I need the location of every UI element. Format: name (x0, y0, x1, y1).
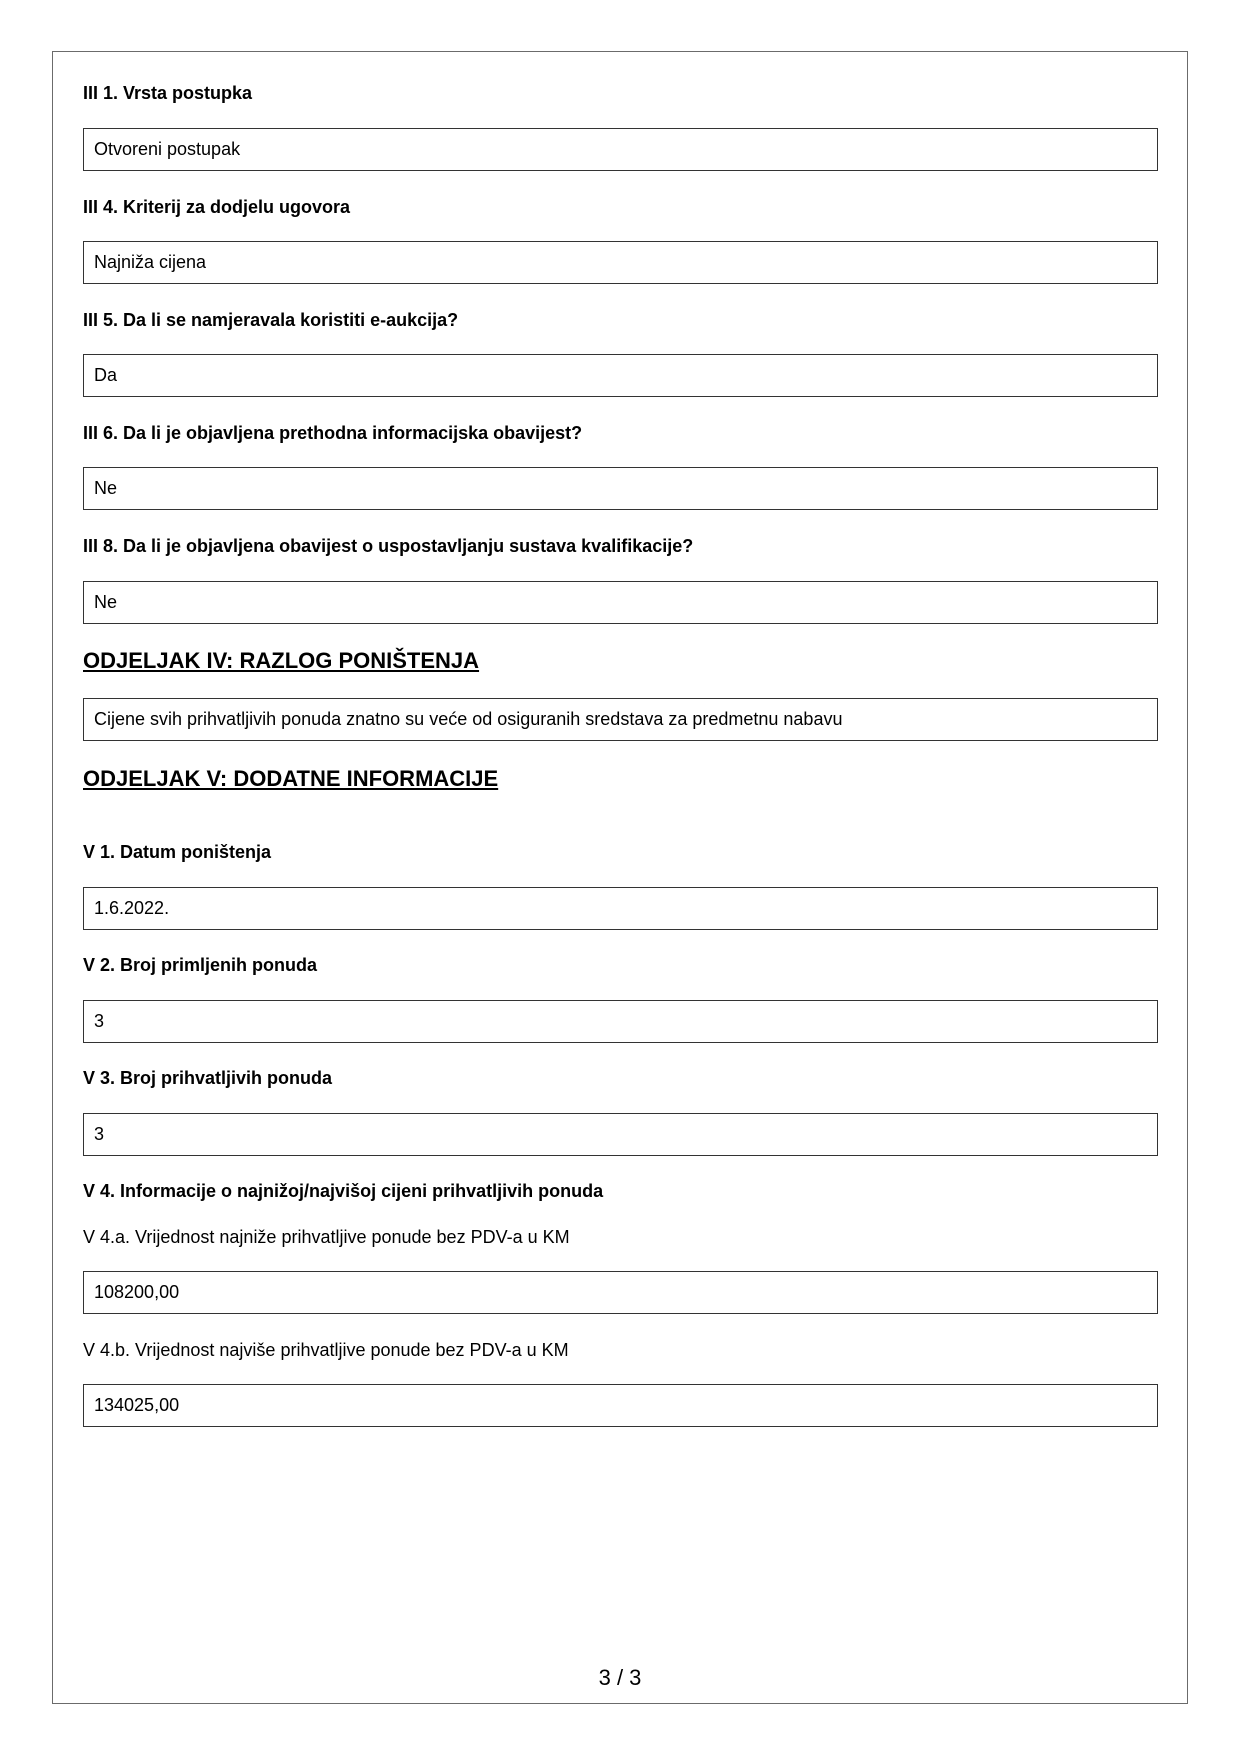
page-number: 3 / 3 (598, 1665, 642, 1690)
section-v-heading: ODJELJAK V: DODATNE INFORMACIJE (83, 766, 499, 791)
field-value-cancellation-date: 1.6.2022. (83, 887, 1158, 930)
field-value-qualification-system: Ne (83, 581, 1158, 624)
field-value-e-auction: Da (83, 354, 1158, 397)
field-value-lowest-offer: 108200,00 (83, 1271, 1158, 1314)
field-value-procedure-type: Otvoreni postupak (83, 128, 1158, 171)
field-value-award-criterion: Najniža cijena (83, 241, 1158, 284)
section-iv-heading: ODJELJAK IV: RAZLOG PONIŠTENJA (83, 648, 480, 673)
field-label-highest-offer: V 4.b. Vrijednost najviše prihvatljive ponude bez PDV-a u KM (83, 1340, 569, 1360)
field-label-cancellation-date: V 1. Datum poništenja (83, 842, 272, 862)
field-label-qualification-system: III 8. Da li je objavljena obavijest o uspostavljanju sustava kvalifikacije? (83, 536, 694, 556)
cancellation-reason-value: Cijene svih prihvatljivih ponuda znatno su veće od osiguranih sredstava za predmetnu nabavu (83, 698, 1158, 741)
field-label-received-offers: V 2. Broj primljenih ponuda (83, 955, 318, 975)
field-label-prior-info-notice: III 6. Da li je objavljena prethodna informacijska obavijest? (83, 423, 583, 443)
field-label-price-info: V 4. Informacije o najnižoj/najvišoj cijeni prihvatljivih ponuda (83, 1181, 604, 1201)
field-label-acceptable-offers: V 3. Broj prihvatljivih ponuda (83, 1068, 333, 1088)
field-value-prior-info-notice: Ne (83, 467, 1158, 510)
field-value-received-offers: 3 (83, 1000, 1158, 1043)
page-frame (52, 51, 1188, 1704)
field-label-award-criterion: III 4. Kriterij za dodjelu ugovora (83, 197, 351, 217)
field-label-e-auction: III 5. Da li se namjeravala koristiti e-aukcija? (83, 310, 459, 330)
field-label-lowest-offer: V 4.a. Vrijednost najniže prihvatljive ponude bez PDV-a u KM (83, 1227, 570, 1247)
field-label-procedure-type: III 1. Vrsta postupka (83, 83, 253, 103)
field-value-highest-offer: 134025,00 (83, 1384, 1158, 1427)
field-value-acceptable-offers: 3 (83, 1113, 1158, 1156)
